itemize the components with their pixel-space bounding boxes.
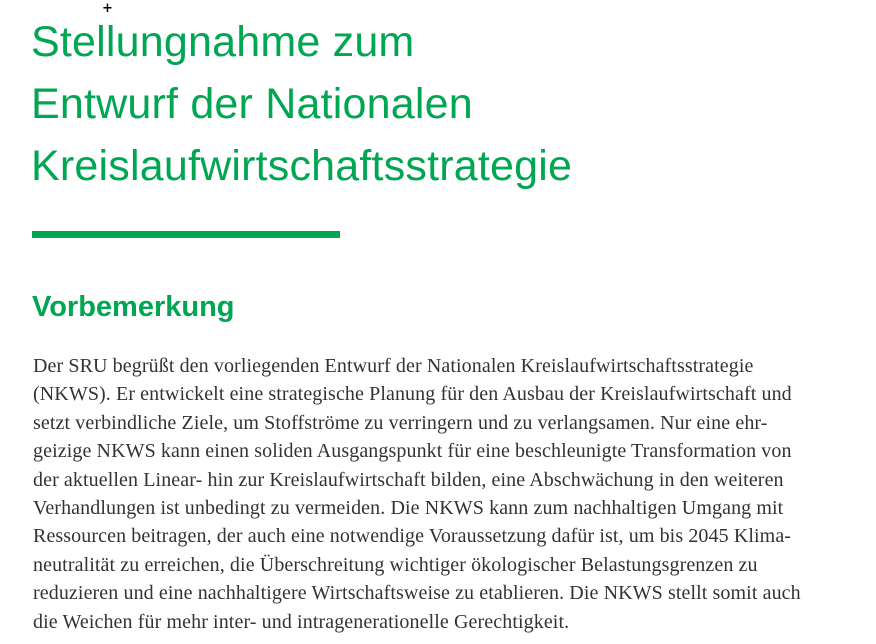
paragraph [33,352,868,636]
paragraph-line: setzt verbindliche Ziele, um Stoffströme zu verringern und zu verlangsamen. Nur eine ehr- [33,411,768,434]
paragraph-line: Der SRU begrüßt den vorliegenden Entwurf der Nationalen Kreislaufwirtschaftsstrategie [33,355,754,377]
paragraph-line: geizige NKWS kann einen soliden Ausgangspunkt für eine beschleunigte Transformation von [33,440,792,463]
paragraph-line: Ressourcen beitragen, der auch eine notwendige Voraussetzung dafür ist, um bis 2045 Klima- [33,525,792,548]
page-title-line-3: Kreislaufwirtschaftsstrategie [31,142,573,190]
page-title-line-2: Entwurf der Nationalen [31,80,473,128]
title-rule [32,231,340,238]
paragraph-line: Verhandlungen ist unbedingt zu vermeiden. Die NKWS kann zum nachhaltigen Umgang mit [33,497,784,520]
paragraph-line: neutralität zu erreichen, die Überschreitung wichtiger ökologischer Belastungsgrenzen zu [33,553,758,576]
paragraph-line: reduzieren und eine nachhaltigere Wirtschaftsweise zu etablieren. Die NKWS stellt somit auch [33,582,801,605]
section-heading: Vorbemerkung [32,291,235,323]
page-title [31,11,572,197]
page-title-line-1: Stellungnahme zum [31,18,415,66]
paragraph-line: die Weichen für mehr inter- und intragenerationelle Gerechtigkeit. [33,610,570,633]
paragraph-line: der aktuellen Linear- hin zur Kreislaufwirtschaft bilden, eine Abschwächung in den weiteren [33,468,784,491]
paragraph-line: (NKWS). Er entwickelt eine strategische Planung für den Ausbau der Kreislaufwirtschaft und [33,383,792,406]
cursor-mark: + [102,1,113,16]
